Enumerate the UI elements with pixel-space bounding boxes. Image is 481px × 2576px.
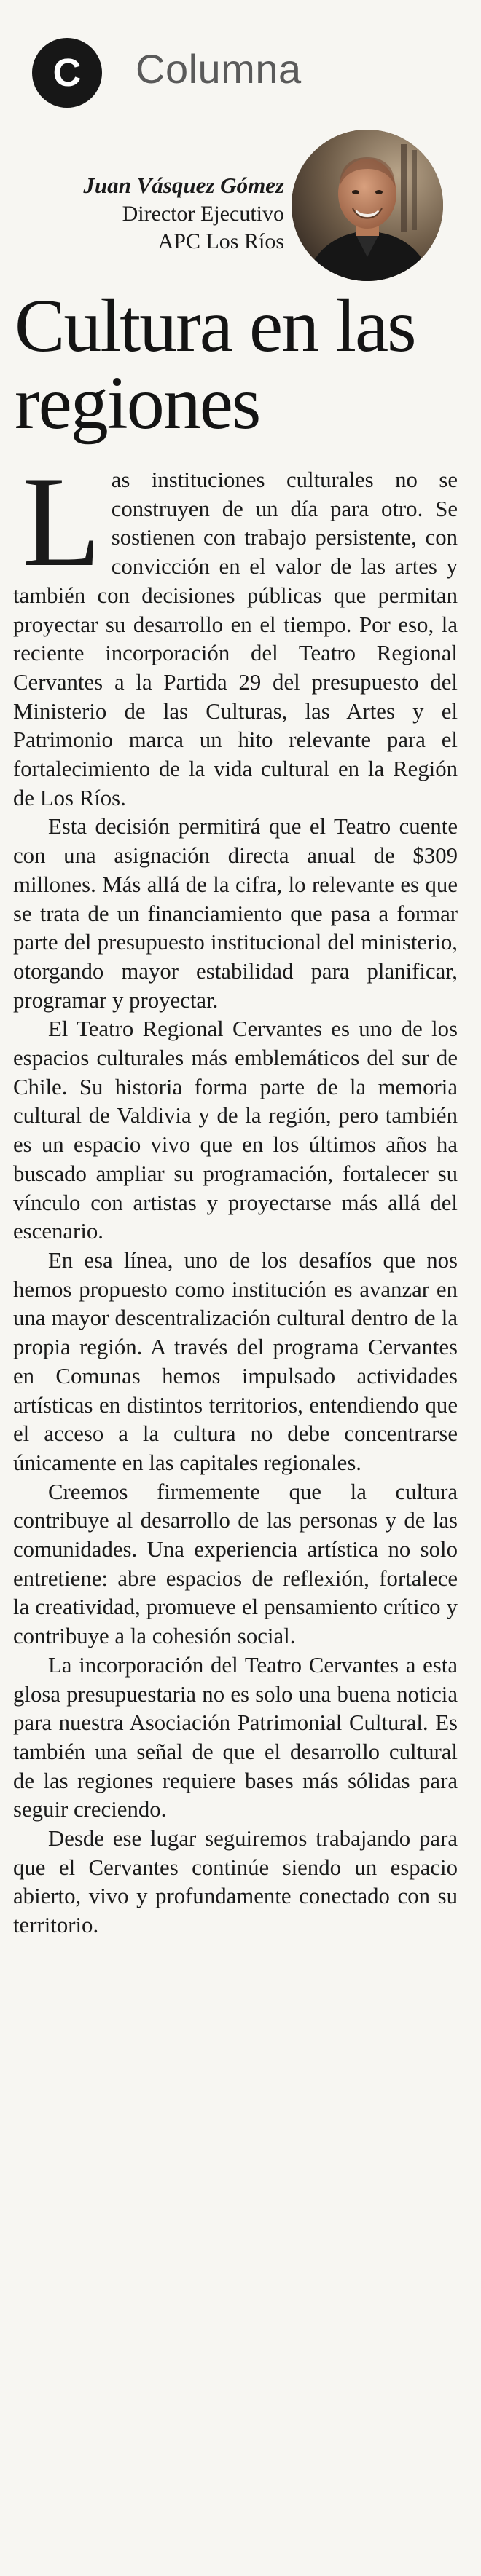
paragraph-1-text: as instituciones culturales no se construyen de un día para otro. Se sostienen con trabajo persistente, con convicción en el valor de las artes y también con decisiones públicas que permitan proyectar su desarrollo en el tiempo. Por eso, la reciente incorporación del Teatro Regional Cervantes a la Partida 29 del presupuesto del Ministerio de las Culturas, las Artes y el Patrimonio marca un hito relevante para el fortalecimiento de la vida cultural en la Región de Los Ríos. (13, 467, 458, 810)
paragraph-4: En esa línea, uno de los desafíos que nos hemos propuesto como institución es avanzar en una mayor descentralización cultural dentro de la propia región. A través del programa Cervantes en Comunas hemos impulsado actividades artísticas en distintos territorios, entendiendo que el acceso a la cultura no debe concentrarse únicamente en las capitales regionales. (13, 1247, 458, 1475)
paragraph-6: La incorporación del Teatro Cervantes a esta glosa presupuestaria no es solo una buena noticia para nuestra Asociación Patrimonial Cultural. Es también una señal de que el desarrollo cultural de las regiones requiere bases más sólidas para seguir creciendo. (13, 1652, 458, 1822)
paragraph-5: Creemos firmemente que la cultura contribuye al desarrollo de las personas y de las comunidades. Una experiencia artística no solo entretiene: abre espacios de reflexión, fortalece la creatividad, promueve el pensamiento crítico y contribuye a la cohesión social. (13, 1479, 458, 1649)
section-header (32, 35, 469, 115)
paragraph-1 (13, 449, 458, 813)
section-badge: C (32, 38, 102, 108)
author-portrait-image (292, 130, 443, 281)
author-photo (292, 130, 443, 281)
paragraph-2: Esta decisión permitirá que el Teatro cuente con una asignación directa anual de $309 millones. Más allá de la cifra, lo relevante es que se trata de un financiamiento que pasa a formar parte del presupuesto institucional del ministerio, otorgando mayor estabilidad para planificar, programar y proyectar. (13, 814, 458, 1013)
author-byline (83, 171, 284, 256)
paragraph-7: Desde ese lugar seguiremos trabajando para que el Cervantes continúe siendo un espacio abierto, vivo y profundamente conectado con su territorio. (13, 1826, 458, 1938)
author-name: Juan Vásquez Gómez (83, 173, 284, 198)
section-name: Columna (136, 46, 302, 92)
headline: Cultura en las regiones (15, 284, 415, 445)
drop-cap: L (22, 449, 101, 593)
author-organization: APC Los Ríos (157, 229, 284, 253)
paragraph-3: El Teatro Regional Cervantes es uno de los espacios culturales más emblemáticos del sur de Chile. Su historia forma parte de la memoria cultural de Valdivia y de la región, pero también es un espacio vivo que en los últimos años ha buscado ampliar su programación, fortalecer su vínculo con artistas y proyectarse más allá del escenario. (13, 1016, 458, 1244)
author-role: Director Ejecutivo (122, 202, 284, 226)
article-body (13, 449, 458, 1940)
